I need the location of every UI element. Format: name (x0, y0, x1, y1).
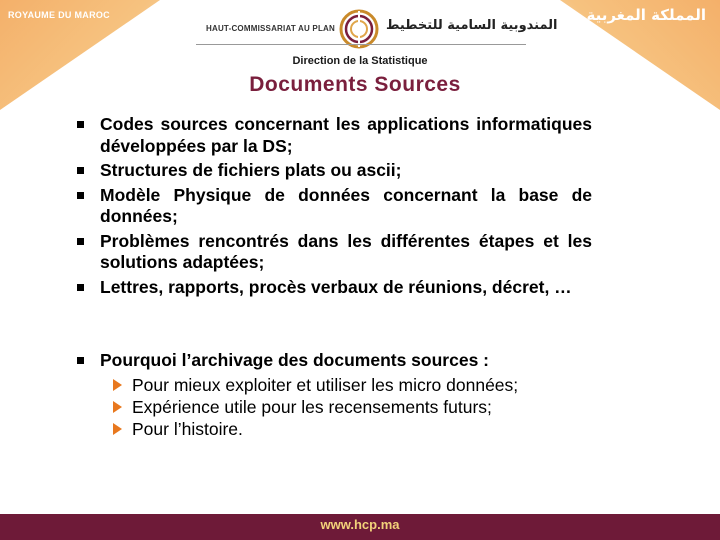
square-bullet-icon (77, 192, 84, 199)
square-bullet-icon (77, 167, 84, 174)
sub-list-item (100, 396, 592, 418)
reasons-heading: Pourquoi l’archivage des documents sources : (100, 350, 489, 370)
sub-list-item (100, 374, 592, 396)
list-item-text: Codes sources concernant les applications informatiques développées par la DS; (100, 114, 592, 156)
archiving-reasons-list (74, 350, 592, 443)
list-item (74, 231, 592, 274)
sub-list-item-text: Pour l’histoire. (132, 418, 243, 439)
square-bullet-icon (77, 238, 84, 245)
page-title: Documents Sources (249, 73, 461, 96)
kingdom-name-fr: ROYAUME DU MAROC (8, 10, 110, 20)
sub-list-item (100, 418, 592, 440)
website-link[interactable]: www.hcp.ma (320, 517, 400, 532)
list-item (74, 350, 592, 440)
list-item-text: Problèmes rencontrés dans les différentes étapes et les solutions adaptées; (100, 230, 592, 272)
arrow-bullet-icon (113, 423, 122, 435)
document-types-list (74, 114, 592, 301)
list-item-text: Structures de fichiers plats ou ascii; (100, 160, 402, 180)
sub-list-item-text: Expérience utile pour les recensements futurs; (132, 396, 492, 417)
reasons-sublist (100, 374, 592, 440)
square-bullet-icon (77, 357, 84, 364)
square-bullet-icon (77, 121, 84, 128)
institution-name-fr: HAUT-COMMISSARIAT AU PLAN (206, 24, 335, 33)
square-bullet-icon (77, 284, 84, 291)
list-item-text: Lettres, rapports, procès verbaux de réunions, décret, … (100, 276, 572, 297)
header-divider (196, 44, 526, 45)
kingdom-name-ar: المملكة المغربية (586, 6, 706, 24)
list-item (74, 114, 592, 157)
list-item-text: Modèle Physique de données concernant la base de données; (100, 184, 592, 226)
arrow-bullet-icon (113, 379, 122, 391)
list-item (74, 160, 592, 182)
arrow-bullet-icon (113, 401, 122, 413)
sub-list-item-text: Pour mieux exploiter et utiliser les micro données; (132, 374, 519, 395)
institution-name-ar: المندوبية السامية للتخطيط (386, 18, 558, 33)
list-item (74, 277, 592, 299)
direction-subtitle: Direction de la Statistique (292, 55, 428, 67)
list-item (74, 185, 592, 228)
